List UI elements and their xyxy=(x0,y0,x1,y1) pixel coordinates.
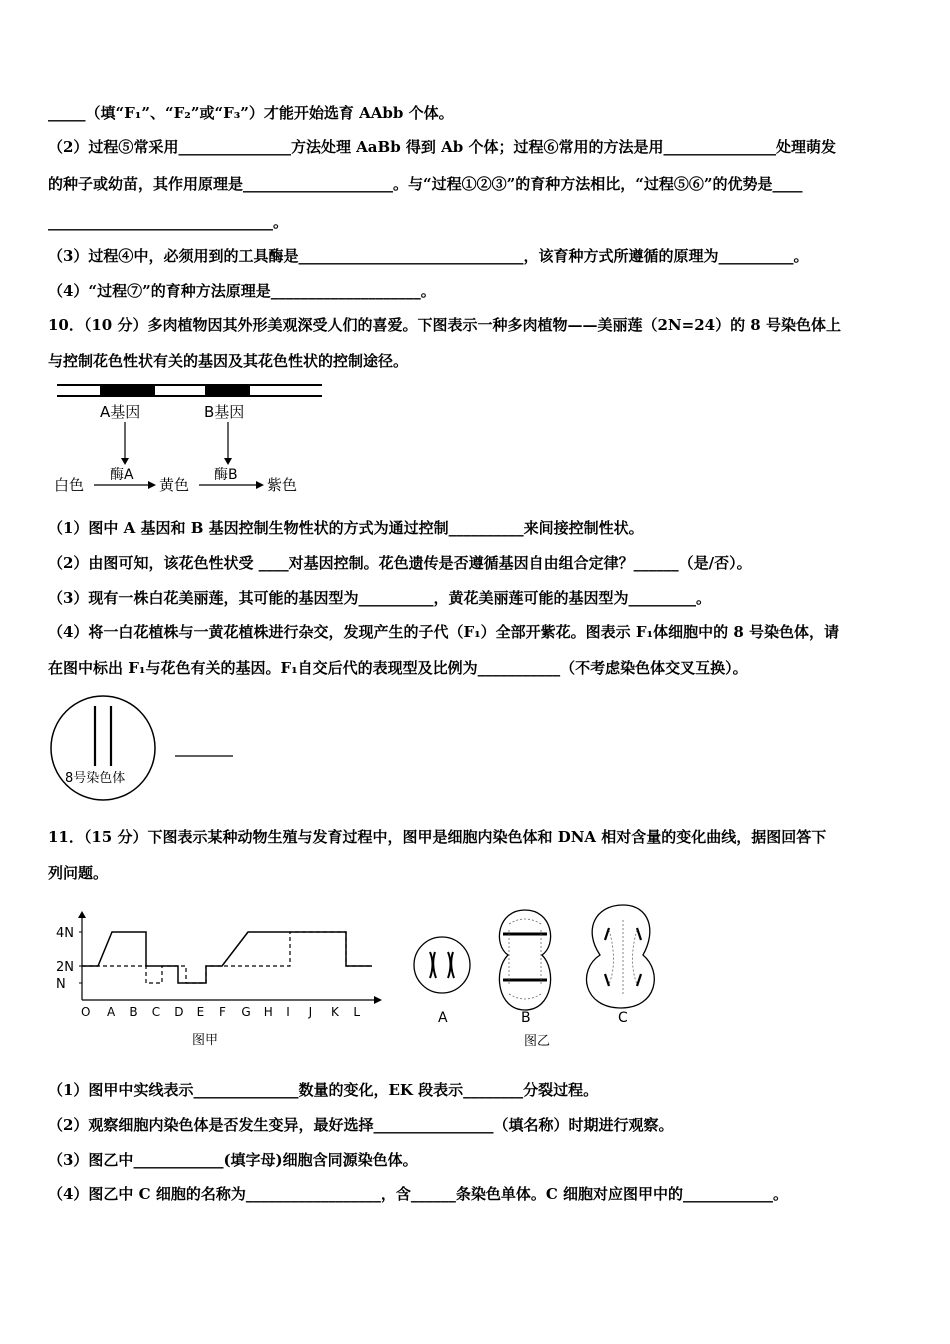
text-line-2: （2）过程⑤常采用_______________方法处理 AaBb 得到 Ab 个体；过程⑥常用的方法是用_______________处理萌发 xyxy=(48,138,836,156)
y-tick-N: N xyxy=(56,977,66,992)
text-line-15: 列问题。 xyxy=(48,864,109,882)
text-line-5: （3）过程④中，必须用到的工具酶是______________________________，该育种方式所遵循的原理为__________。 xyxy=(48,247,809,265)
x-tick-D: D xyxy=(174,1005,184,1019)
yellow-label: 黄色 xyxy=(159,476,190,494)
x-tick-L: L xyxy=(353,1005,361,1019)
gene-b-label: B基因 xyxy=(204,403,245,421)
text-line-16: （1）图甲中实线表示______________数量的变化，EK 段表示________分裂过程。 xyxy=(48,1081,599,1099)
gene-a-band xyxy=(100,385,155,396)
x-tick-I: I xyxy=(286,1005,290,1019)
x-tick-O: O xyxy=(81,1005,91,1019)
figure-yi xyxy=(405,900,675,1055)
text-line-1: _____（填“F₁”、“F₂”或“F₃”）才能开始选育 AAbb 个体。 xyxy=(48,104,454,122)
cell-c xyxy=(587,905,655,1008)
gene-b-band xyxy=(205,385,250,396)
text-line-9: （1）图中 A 基因和 B 基因控制生物性状的方式为通过控制__________来间接控制性状。 xyxy=(48,519,644,537)
x-tick-K: K xyxy=(331,1005,339,1019)
text-line-4: ______________________________。 xyxy=(48,213,289,231)
figure-yi-title: 图乙 xyxy=(524,1034,551,1049)
text-line-11: （3）现有一株白花美丽莲，其可能的基因型为__________，黄花美丽莲可能的基因型为_________。 xyxy=(48,589,711,607)
text-line-18: （3）图乙中____________(填字母)细胞含同源染色体。 xyxy=(48,1151,418,1169)
x-tick-H: H xyxy=(263,1005,273,1019)
chromosome-8-label: 8号染色体 xyxy=(65,771,126,786)
y-tick-2N: 2N xyxy=(56,960,74,975)
x-tick-G: G xyxy=(241,1005,251,1019)
question-11-stem: 11．（15 分）下图表示某种动物生殖与发育过程中，图甲是细胞内染色体和 DNA 相对含量的变化曲线，据图回答下 xyxy=(48,828,827,846)
cell-b-label: B xyxy=(521,1010,531,1026)
enzyme-b-label: 酶B xyxy=(214,467,238,483)
x-tick-E: E xyxy=(196,1005,205,1019)
text-line-10: （2）由图可知，该花色性状受 ____对基因控制。花色遗传是否遵循基因自由组合定律？______（是/否）。 xyxy=(48,554,752,572)
cell-c-label: C xyxy=(618,1010,628,1026)
enzyme-a-label: 酶A xyxy=(110,467,134,483)
text-line-17: （2）观察细胞内染色体是否发生变异，最好选择________________（填名称）时期进行观察。 xyxy=(48,1116,674,1134)
text-line-19: （4）图乙中 C 细胞的名称为__________________，含______条染色单体。C 细胞对应图甲中的____________。 xyxy=(48,1185,788,1203)
chart-jia xyxy=(52,910,387,1050)
text-line-6: （4）“过程⑦”的育种方法原理是____________________。 xyxy=(48,282,436,300)
series-solid-line xyxy=(82,932,372,983)
x-tick-A: A xyxy=(107,1005,116,1019)
text-line-3: 的种子或幼苗，其作用原理是____________________。与“过程①②③”的育种方法相比，“过程⑤⑥”的优势是____ xyxy=(48,175,803,193)
gene-a-label: A基因 xyxy=(100,403,141,421)
text-line-8: 与控制花色性状有关的基因及其花色性状的控制途径。 xyxy=(48,352,409,370)
chart-title: 图甲 xyxy=(192,1033,219,1048)
chromosome-8-figure xyxy=(45,692,245,807)
question-10-stem: 10．（10 分）多肉植物因其外形美观深受人们的喜爱。下图表示一种多肉植物——美丽莲（2N=24）的 8 号染色体上 xyxy=(48,316,841,334)
x-tick-B: B xyxy=(129,1005,138,1019)
purple-label: 紫色 xyxy=(267,476,298,494)
y-tick-4N: 4N xyxy=(56,926,74,941)
text-line-12: （4）将一白花植株与一黄花植株进行杂交，发现产生的子代（F₁）全部开紫花。图表示 F₁体细胞中的 8 号染色体，请 xyxy=(48,623,839,641)
x-tick-F: F xyxy=(219,1005,226,1019)
series-dashed-line xyxy=(82,932,372,983)
cell-a xyxy=(414,937,470,993)
text-line-13: 在图中标出 F₁与花色有关的基因。F₁自交后代的表现型及比例为___________（不考虑染色体交叉互换）。 xyxy=(48,659,748,677)
white-label: 白色 xyxy=(54,476,85,494)
gene-pathway-figure xyxy=(52,380,332,500)
x-tick-J: J xyxy=(308,1005,313,1019)
cell-a-label: A xyxy=(438,1010,448,1026)
x-tick-C: C xyxy=(151,1005,161,1019)
cell-b xyxy=(499,910,550,1010)
